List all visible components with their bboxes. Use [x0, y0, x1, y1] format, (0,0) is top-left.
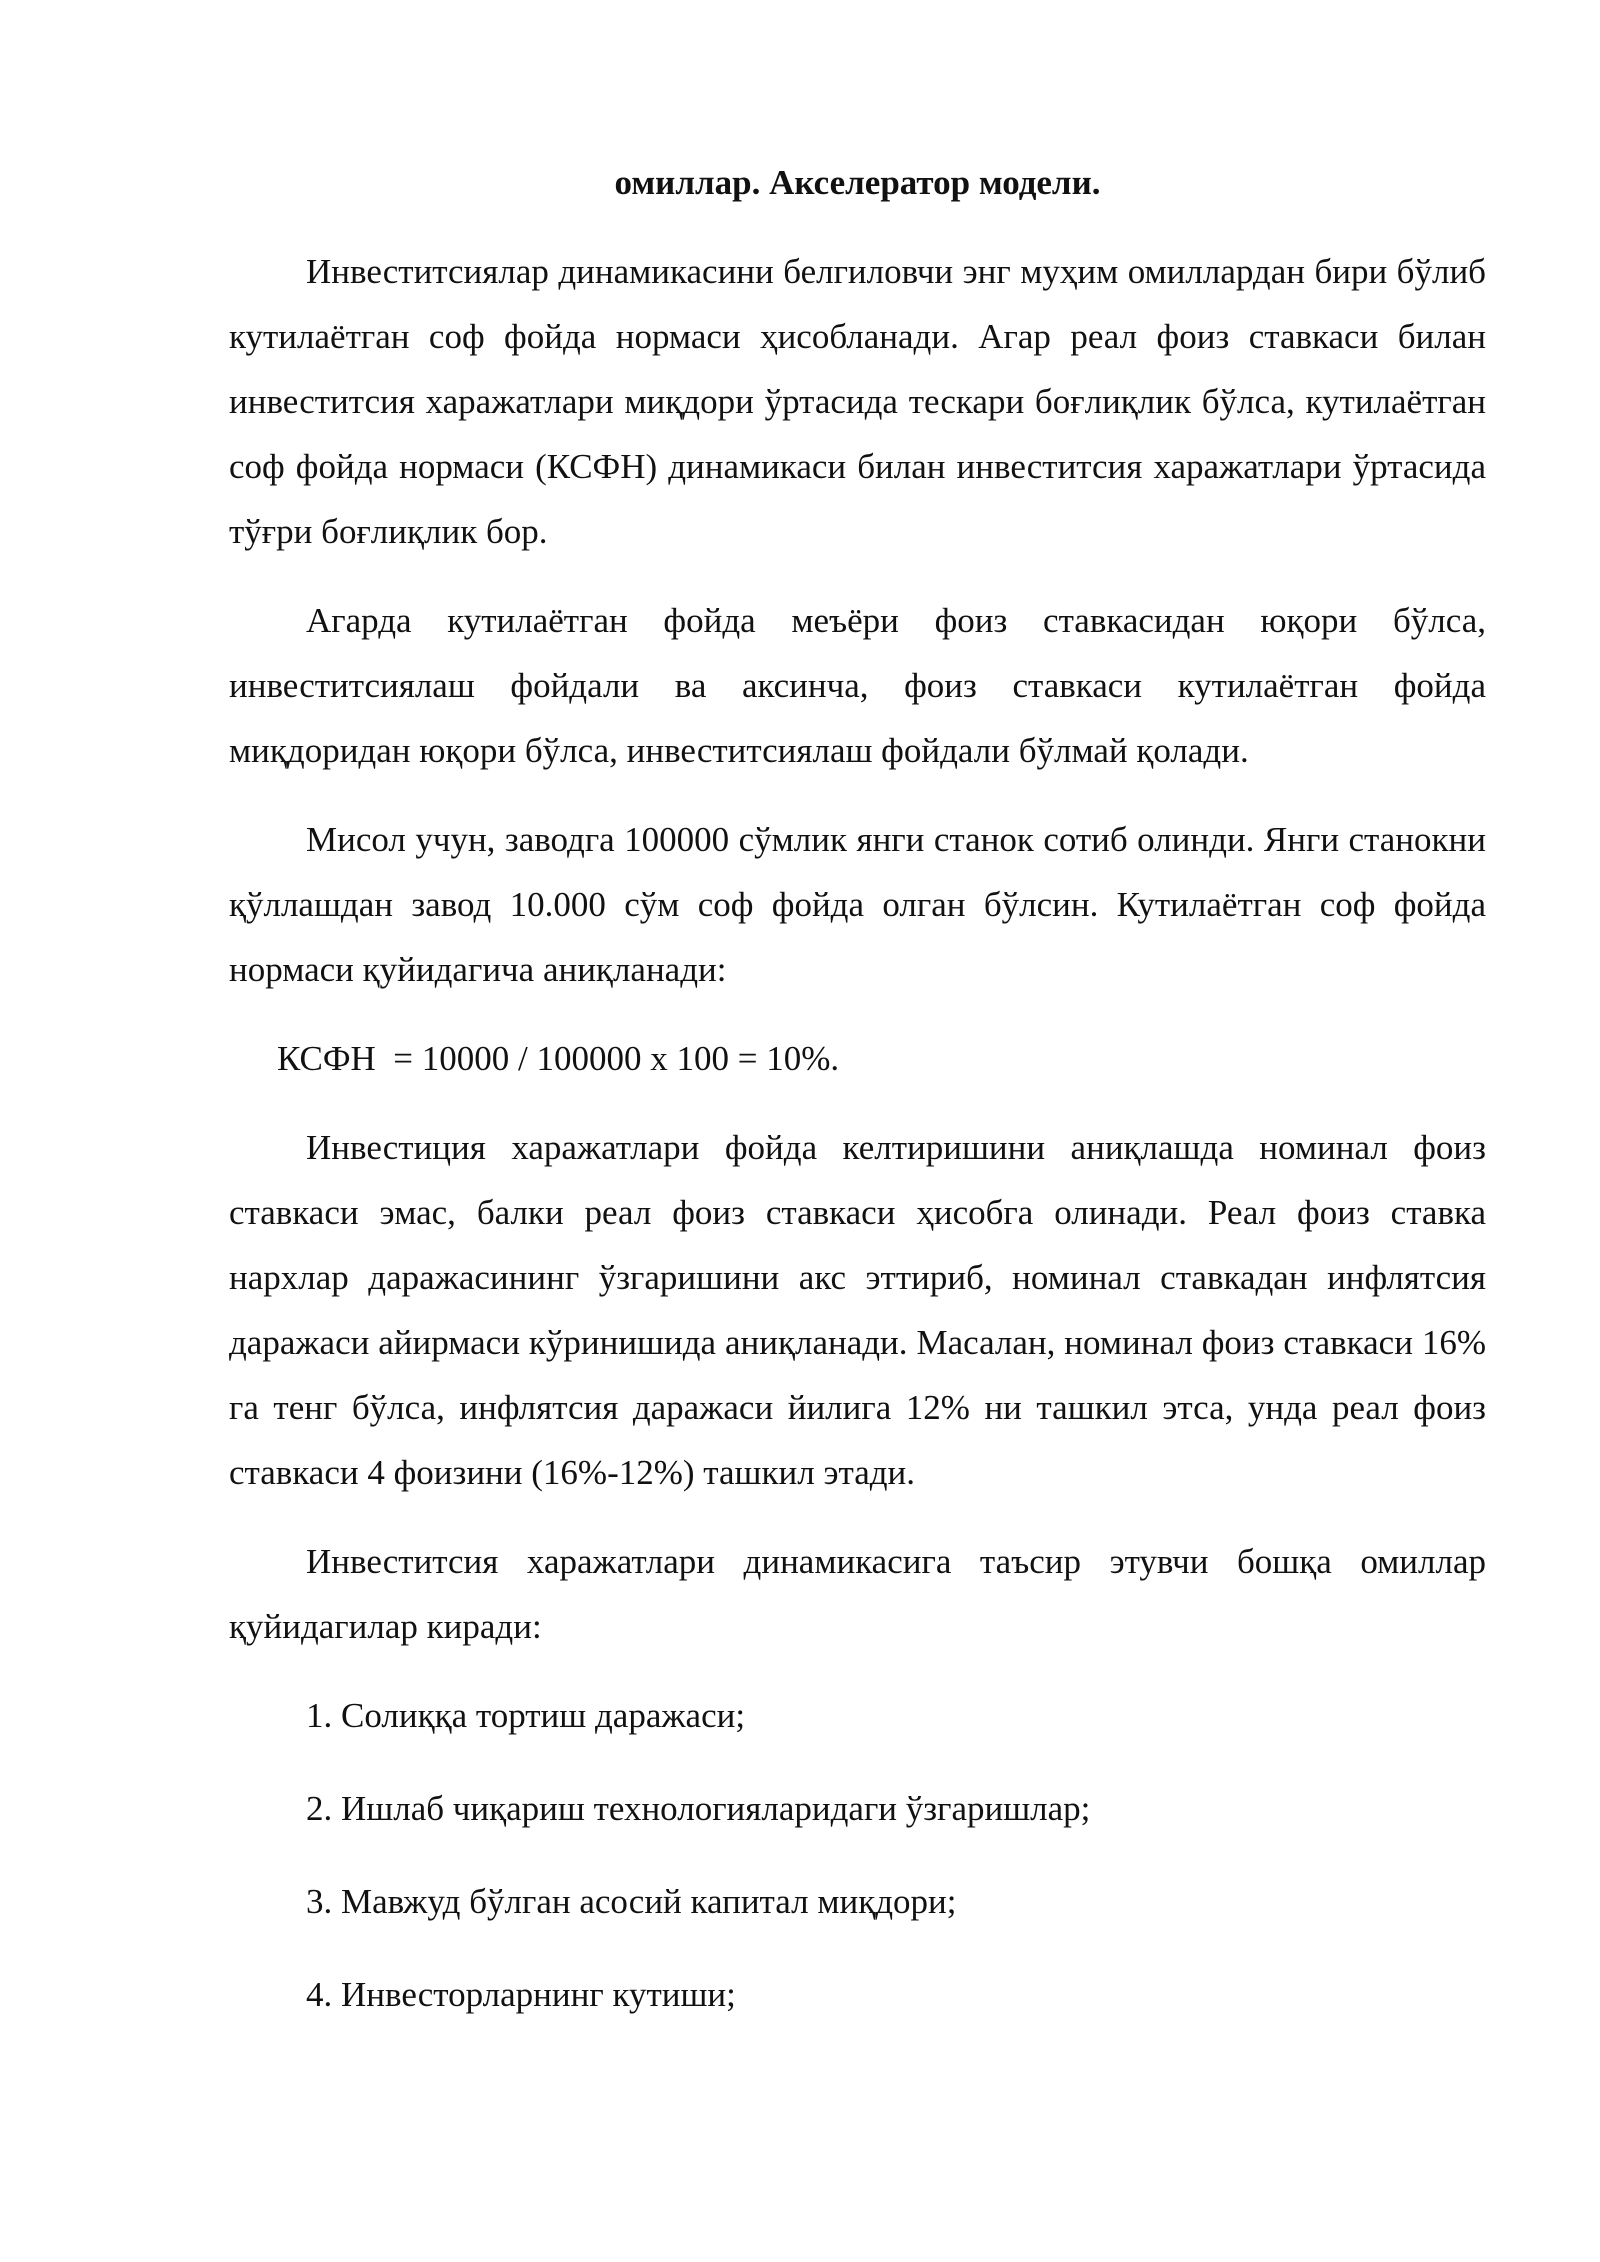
paragraph-other-factors: Инвеститсия харажатлари динамикасига таъсир этувчи бошқа омиллар қуйидагилар киради: — [229, 1542, 1486, 1646]
list-item: 4. Инвесторларнинг кутиши; — [306, 1975, 736, 2014]
formula-ksfn: КСФН = 10000 / 100000 х 100 = 10%. — [277, 1039, 840, 1078]
list-item: 3. Мавжуд бўлган асосий капитал миқдори; — [306, 1882, 957, 1921]
list-item: 2. Ишлаб чиқариш технологияларидаги ўзгаришлар; — [306, 1789, 1091, 1828]
paragraph-expected-profit: Инвеститсиялар динамикасини белгиловчи энг муҳим омиллардан бири бўлиб кутилаётган соф фойда нормаси ҳисобланади. Агар реал фоиз ставкаси билан инвеститсия харажатлари миқдори ўртасида тескари боғлиқлик бўлса, кутилаётган соф фойда нормаси (КСФН) динамикаси билан инвеститсия харажатлари ўртасида тўғри боғлиқлик бор. — [229, 252, 1486, 551]
section-title: омиллар. Акселератор модели. — [614, 163, 1101, 202]
document-body — [229, 150, 1486, 2055]
paragraph-profit-vs-rate: Агарда кутилаётган фойда меъёри фоиз ставкасидан юқори бўлса, инвеститсиялаш фойдали ва аксинча, фоиз ставкаси кутилаётган фойда миқдоридан юқори бўлса, инвеститсиялаш фойдали бўлмай қолади. — [229, 601, 1486, 770]
paragraph-real-rate: Инвестиция харажатлари фойда келтиришини аниқлашда номинал фоиз ставкаси эмас, балки реал фоиз ставкаси ҳисобга олинади. Реал фоиз ставка нархлар даражасининг ўзгаришини акс эттириб, номинал ставкадан инфлятсия даражаси айирмаси кўринишида аниқланади. Масалан, номинал фоиз ставкаси 16% га тенг бўлса, инфлятсия даражаси йилига 12% ни ташкил этса, унда реал фоиз ставкаси 4 фоизини (16%-12%) ташкил этади. — [229, 1128, 1486, 1492]
paragraph-example: Мисол учун, заводга 100000 сўмлик янги станок сотиб олинди. Янги станокни қўллашдан завод 10.000 сўм соф фойда олган бўлсин. Кутилаётган соф фойда нормаси қуйидагича аниқланади: — [229, 820, 1486, 989]
list-item: 1. Солиққа тортиш даражаси; — [306, 1696, 746, 1735]
